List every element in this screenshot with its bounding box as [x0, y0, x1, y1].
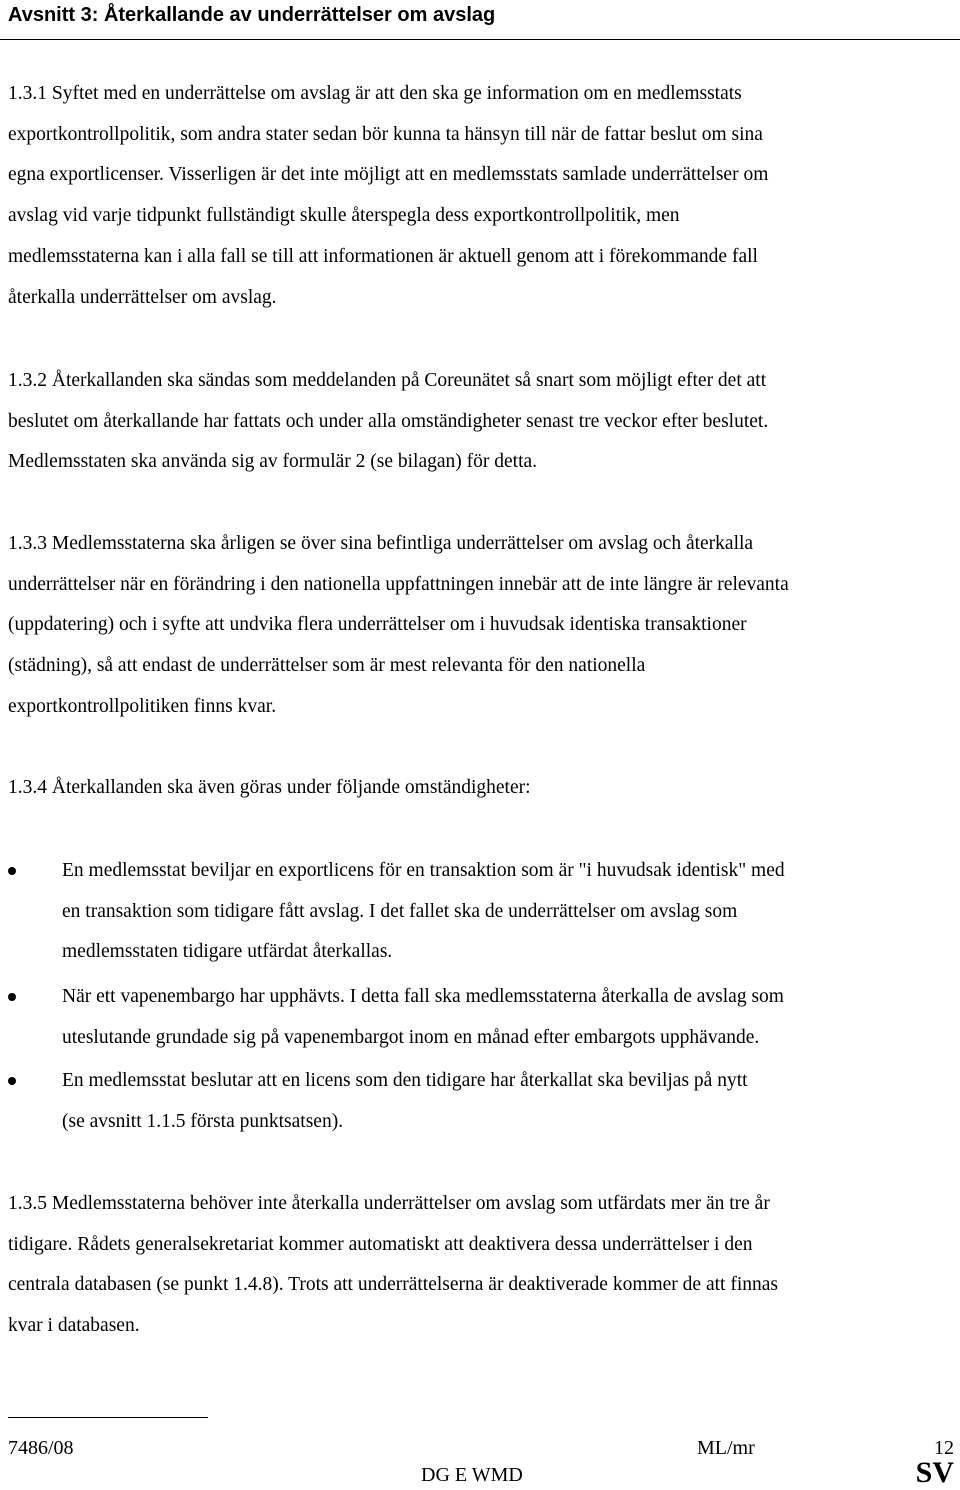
paragraph-1-3-3 — [8, 524, 956, 728]
paragraph-1-3-5 — [8, 1184, 956, 1347]
text-line: tidigare. Rådets generalsekretariat kommer automatiskt att deaktivera dessa underrättelser i den — [8, 1233, 753, 1255]
text-line: en transaktion som tidigare fått avslag. I det fallet ska de underrättelser om avslag som — [62, 900, 738, 922]
text-line: En medlemsstat beslutar att en licens som den tidigare har återkallat ska beviljas på nytt — [62, 1070, 748, 1091]
text-line: underrättelser när en förändring i den nationella uppfattningen innebär att de inte längre är relevanta — [8, 573, 789, 595]
text-line: kvar i databasen. — [8, 1315, 140, 1337]
text-line: uteslutande grundade sig på vapenembargot inom en månad efter embargots upphävande. — [62, 1026, 760, 1048]
text-line: medlemsstaterna kan i alla fall se till att informationen är aktuell genom att i förekommande fall — [8, 245, 758, 267]
text-line: återkalla underrättelser om avslag. — [8, 286, 277, 308]
text-line: 1.3.3 Medlemsstaterna ska årligen se över sina befintliga underrättelser om avslag och återkalla — [8, 533, 754, 554]
text-line: (städning), så att endast de underrättelser som är mest relevanta för den nationella — [8, 655, 646, 677]
text-line: exportkontrollpolitik, som andra stater sedan bör kunna ta hänsyn till när de fattar beslut om sina — [8, 123, 763, 145]
text-line: medlemsstaten tidigare utfärdat återkallas. — [62, 941, 393, 963]
footer-page-number: 12 — [934, 1437, 954, 1459]
text-line: egna exportlicenser. Visserligen är det inte möjligt att en medlemsstats samlade underrättelser om — [8, 164, 769, 186]
footer-doc-number: 7486/08 — [8, 1437, 74, 1459]
footer-language-code: SV — [915, 1456, 954, 1489]
paragraph-1-3-2 — [8, 361, 956, 483]
header-rule — [0, 39, 960, 40]
bullet-icon — [8, 867, 16, 875]
bullet-icon — [8, 993, 16, 1001]
text-line: (uppdatering) och i syfte att undvika flera underrättelser om i huvudsak identiska transaktioner — [8, 614, 747, 636]
text-line: 1.3.4 Återkallanden ska även göras under följande omständigheter: — [8, 777, 531, 798]
text-line: 1.3.2 Återkallanden ska sändas som meddelanden på Coreunätet så snart som möjligt efter det att — [8, 370, 767, 391]
text-line: Medlemsstaten ska använda sig av formulär 2 (se bilagan) för detta. — [8, 451, 538, 473]
text-line: 1.3.1 Syftet med en underrättelse om avslag är att den ska ge information om en medlemsstats — [8, 83, 742, 104]
bullet-icon — [8, 1077, 16, 1085]
text-line: En medlemsstat beviljar en exportlicens för en transaktion som är "i huvudsak identisk" med — [62, 860, 785, 881]
page-header-title: Avsnitt 3: Återkallande av underrättelser om avslag — [8, 4, 496, 26]
text-line: centrala databasen (se punkt 1.4.8). Trots att underrättelserna är deaktiverade kommer de att finnas — [8, 1274, 778, 1296]
paragraph-1-3-4 — [8, 768, 956, 809]
footer-directorate: DG E WMD — [421, 1464, 523, 1486]
text-line: När ett vapenembargo har upphävts. I detta fall ska medlemsstaterna återkalla de avslag som — [62, 986, 784, 1007]
text-line: beslutet om återkallande har fattats och under alla omständigheter senast tre veckor efter beslutet. — [8, 410, 769, 432]
footer-initials: ML/mr — [697, 1437, 755, 1459]
text-line: avslag vid varje tidpunkt fullständigt skulle återspegla dess exportkontrollpolitik, men — [8, 205, 680, 227]
text-line: exportkontrollpolitiken finns kvar. — [8, 695, 277, 717]
paragraph-1-3-1 — [8, 74, 956, 318]
footer-rule — [8, 1417, 208, 1418]
text-line: 1.3.5 Medlemsstaterna behöver inte återkalla underrättelser om avslag som utfärdats mer än tre år — [8, 1193, 770, 1214]
text-line: (se avsnitt 1.1.5 första punktsatsen). — [62, 1110, 344, 1132]
